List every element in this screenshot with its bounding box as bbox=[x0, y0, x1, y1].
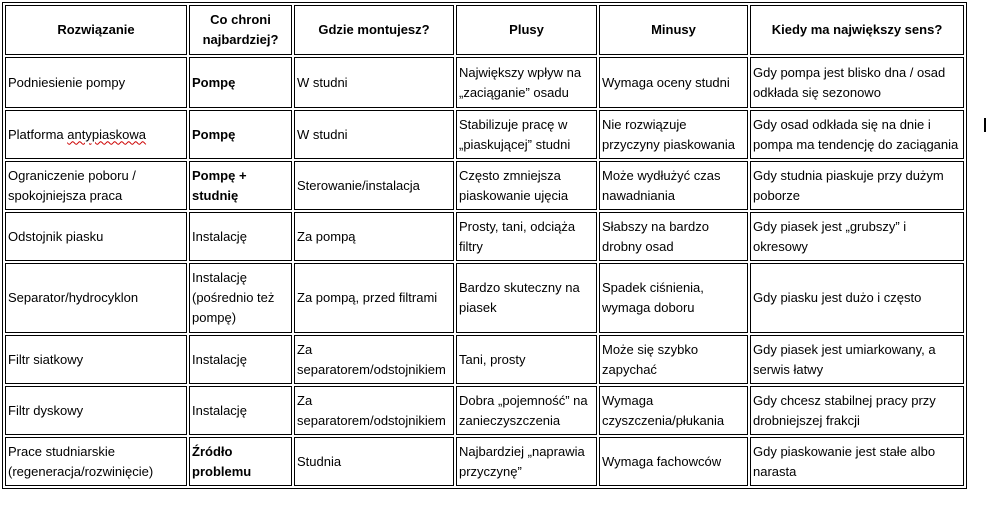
table-cell: Nie rozwiązuje przyczyny piaskowania bbox=[599, 110, 748, 159]
table-row bbox=[5, 335, 964, 384]
table-cell: Największy wpływ na „zaciąganie” osadu bbox=[456, 57, 597, 108]
table-cell: Podniesienie pompy bbox=[5, 57, 187, 108]
misspelled-word[interactable]: antypiaskowa bbox=[67, 126, 147, 142]
table-cell: Filtr dyskowy bbox=[5, 386, 187, 435]
table-cell: Gdy chcesz stabilnej pracy przy drobniejszej frakcji bbox=[750, 386, 964, 435]
table-cell: Gdy piasek jest umiarkowany, a serwis łatwy bbox=[750, 335, 964, 384]
table-cell: Prace studniarskie (regeneracja/rozwinięcie) bbox=[5, 437, 187, 486]
table-cell: Za separatorem/odstojnikiem bbox=[294, 386, 454, 435]
table-row bbox=[5, 263, 964, 333]
table-cell: Instalację bbox=[189, 335, 292, 384]
table-cell: Instalację bbox=[189, 212, 292, 261]
table-cell: Wymaga oceny studni bbox=[599, 57, 748, 108]
table-cell: Często zmniejsza piaskowanie ujęcia bbox=[456, 161, 597, 210]
table-cell: Wymaga czyszczenia/płukania bbox=[599, 386, 748, 435]
table-cell: Słabszy na bardzo drobny osad bbox=[599, 212, 748, 261]
table-cell: Stabilizuje pracę w „piaskującej” studni bbox=[456, 110, 597, 159]
header-cell: Gdzie montujesz? bbox=[294, 5, 454, 55]
table-row bbox=[5, 57, 964, 108]
table-header-row bbox=[5, 5, 964, 55]
header-cell: Plusy bbox=[456, 5, 597, 55]
table-row bbox=[5, 161, 964, 210]
table-cell: Może się szybko zapychać bbox=[599, 335, 748, 384]
table-cell: Za pompą bbox=[294, 212, 454, 261]
table-cell: Prosty, tani, odciąża filtry bbox=[456, 212, 597, 261]
table-cell: W studni bbox=[294, 57, 454, 108]
header-cell: Kiedy ma największy sens? bbox=[750, 5, 964, 55]
table-cell: Filtr siatkowy bbox=[5, 335, 187, 384]
table-cell: Gdy piaskowanie jest stałe albo narasta bbox=[750, 437, 964, 486]
table-cell: Ograniczenie poboru / spokojniejsza praca bbox=[5, 161, 187, 210]
header-cell: Co chroni najbardziej? bbox=[189, 5, 292, 55]
comparison-table bbox=[2, 2, 967, 489]
text-cursor-mark bbox=[984, 118, 986, 132]
table-cell: Gdy osad odkłada się na dnie i pompa ma tendencję do zaciągania bbox=[750, 110, 964, 159]
table-cell: Za pompą, przed filtrami bbox=[294, 263, 454, 333]
table-cell: Spadek ciśnienia, wymaga doboru bbox=[599, 263, 748, 333]
table-cell: W studni bbox=[294, 110, 454, 159]
table-cell: Separator/hydrocyklon bbox=[5, 263, 187, 333]
table-row bbox=[5, 212, 964, 261]
table-cell: Bardzo skuteczny na piasek bbox=[456, 263, 597, 333]
document-page bbox=[2, 2, 967, 489]
table-cell bbox=[5, 110, 187, 159]
table-cell: Może wydłużyć czas nawadniania bbox=[599, 161, 748, 210]
table-cell: Pompę + studnię bbox=[189, 161, 292, 210]
table-cell: Dobra „pojemność” na zanieczyszczenia bbox=[456, 386, 597, 435]
table-cell: Gdy pompa jest blisko dna / osad odkłada się sezonowo bbox=[750, 57, 964, 108]
table-cell: Sterowanie/instalacja bbox=[294, 161, 454, 210]
table-cell: Tani, prosty bbox=[456, 335, 597, 384]
table-cell: Studnia bbox=[294, 437, 454, 486]
table-row bbox=[5, 437, 964, 486]
table-cell: Za separatorem/odstojnikiem bbox=[294, 335, 454, 384]
table-cell: Gdy piasku jest dużo i często bbox=[750, 263, 964, 333]
table-cell: Wymaga fachowców bbox=[599, 437, 748, 486]
header-cell: Minusy bbox=[599, 5, 748, 55]
table-row bbox=[5, 386, 964, 435]
cell-text: Platforma bbox=[8, 126, 64, 142]
table-cell: Odstojnik piasku bbox=[5, 212, 187, 261]
table-cell: Najbardziej „naprawia przyczynę” bbox=[456, 437, 597, 486]
header-cell: Rozwiązanie bbox=[5, 5, 187, 55]
table-cell: Gdy studnia piaskuje przy dużym poborze bbox=[750, 161, 964, 210]
table-row bbox=[5, 110, 964, 159]
table-cell: Instalację (pośrednio też pompę) bbox=[189, 263, 292, 333]
table-cell: Źródło problemu bbox=[189, 437, 292, 486]
table-cell: Instalację bbox=[189, 386, 292, 435]
table-cell: Pompę bbox=[189, 57, 292, 108]
table-cell: Gdy piasek jest „grubszy” i okresowy bbox=[750, 212, 964, 261]
table-cell: Pompę bbox=[189, 110, 292, 159]
